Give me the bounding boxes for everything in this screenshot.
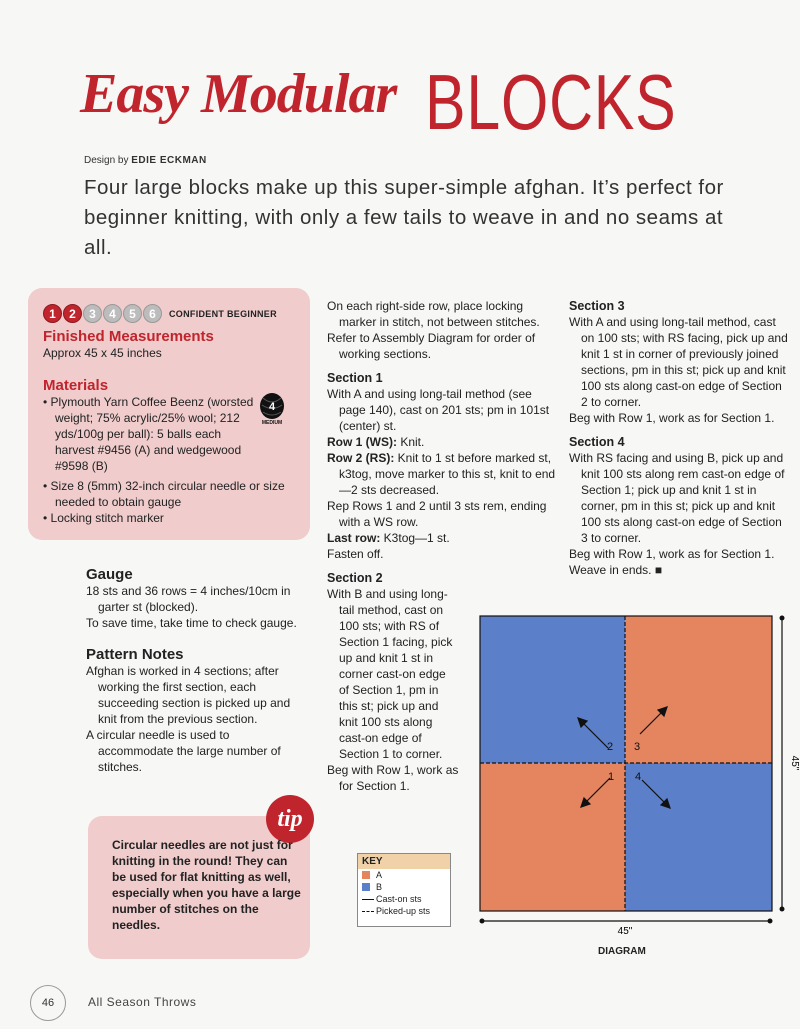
section-4-heading: Section 4 (569, 435, 625, 449)
pattern-notes-heading: Pattern Notes (86, 646, 184, 663)
title-caps: BLOCKS (425, 58, 677, 146)
skill-dot-6: 6 (143, 304, 162, 323)
skill-label: CONFIDENT BEGINNER (169, 308, 277, 319)
section-2-cast-on: With B and using long-tail method, cast on 100 sts; with RS of Section 1 facing, pick up and knit 1 st in corner cast-on edge of Section 1, pm in this st; pick up and knit 100 sts along cast-on edge of Section 1 to corner. (327, 587, 453, 761)
key-row-picked-up (358, 905, 450, 917)
materials-heading: Materials (43, 377, 109, 394)
skill-dot-5: 5 (123, 304, 142, 323)
section-1-repeat: Rep Rows 1 and 2 until 3 sts rem, ending with a WS row. (327, 499, 547, 529)
diagram-label: DIAGRAM (598, 946, 646, 957)
skill-dot-2: 2 (63, 304, 82, 323)
material-item-yarn: • Plymouth Yarn Coffee Beenz (worsted weight; 75% acrylic/25% wool; 212 yds/100g per ball): 5 balls each harvest #9456 (A) and wedgewood #9598 (B) (43, 395, 254, 473)
tip-text: Circular needles are not just for knitting in the round! They can be used for flat knitting as well, especially when you have a large number of stitches on the needles. (112, 838, 301, 932)
gauge-heading: Gauge (86, 566, 133, 583)
diagram-number-4: 4 (635, 771, 642, 783)
key-row-b (358, 881, 450, 893)
yarn-weight-number: 4 (268, 401, 276, 413)
material-item-needle: • Size 8 (5mm) 32-inch circular needle or size needed to obtain gauge (43, 479, 285, 509)
finished-heading: Finished Measurements (43, 328, 214, 345)
gauge-section (86, 566, 312, 631)
key-row-a (358, 869, 450, 881)
gauge-line-1: 18 sts and 36 rows = 4 inches/10cm in garter st (blocked). (86, 584, 291, 614)
material-item-marker: • Locking stitch marker (43, 511, 164, 525)
diagram-key (357, 853, 451, 927)
finished-measurements (43, 328, 298, 361)
section-1-fasten: Fasten off. (327, 547, 384, 561)
section-4-weave: Weave in ends. ■ (569, 563, 663, 577)
diagram-number-3: 3 (634, 741, 641, 753)
key-b-label: B (376, 882, 383, 892)
finished-text: Approx 45 x 45 inches (43, 346, 162, 360)
key-title: KEY (358, 854, 450, 869)
page-number: 46 (30, 985, 66, 1021)
book-title: All Season Throws (88, 995, 197, 1009)
section-1-cast-on: With A and using long-tail method (see page 140), cast on 201 sts; pm in 101st (center) st. (327, 387, 550, 433)
diagram-number-2: 2 (607, 741, 614, 753)
materials-section (43, 377, 258, 474)
block-3 (625, 616, 772, 763)
instructions-column-3 (569, 298, 791, 578)
key-a-label: A (376, 870, 383, 880)
section-3-work: Beg with Row 1, work as for Section 1. (569, 411, 775, 425)
assembly-diagram (470, 610, 800, 940)
row-2-text: Knit to 1 st before marked st, k3tog, move marker to this st, knit to end—2 sts decreased. (339, 451, 556, 497)
rs-row-note: On each right-side row, place locking marker in stitch, not between stitches. (327, 299, 540, 329)
title-italic: Easy Modular (80, 63, 397, 125)
section-1-heading: Section 1 (327, 371, 383, 385)
pattern-note-2: A circular needle is used to accommodate the large number of stitches. (86, 728, 281, 774)
yarn-weight-label: MEDIUM (261, 420, 283, 426)
section-1-row-2 (327, 450, 557, 498)
key-row-cast-on (358, 893, 450, 905)
key-swatch-b (362, 883, 370, 891)
solid-line-icon (362, 899, 374, 900)
byline (84, 155, 207, 166)
pattern-notes-section (86, 646, 308, 775)
diagram-number-1: 1 (608, 771, 615, 783)
section-2-work: Beg with Row 1, work as for Section 1. (327, 763, 459, 793)
key-picked-up-label: Picked-up sts (376, 906, 431, 916)
section-4-pick-up: With RS facing and using B, pick up and knit 100 sts along rem cast-on edge of Section 1; pick up and knit 1 st in corner, pm in this st; pick up and knit 100 sts along cast-on edge of Section 3 to corner. (569, 451, 785, 545)
last-row-label: Last row: (327, 531, 381, 545)
dashed-line-icon (362, 911, 374, 912)
row-1-label: Row 1 (WS): (327, 435, 397, 449)
materials-section-more (43, 478, 293, 526)
skill-level (43, 304, 277, 323)
section-2-heading: Section 2 (327, 571, 383, 585)
designer-name: EDIE ECKMAN (131, 155, 207, 166)
gauge-line-2: To save time, take time to check gauge. (86, 616, 297, 630)
skill-dot-1: 1 (43, 304, 62, 323)
section-1-row-1 (327, 434, 557, 450)
row-2-label: Row 2 (RS): (327, 451, 395, 465)
intro-paragraph: Four large blocks make up this super-simple afghan. It’s perfect for beginner knitting, with only a few tails to weave in and no seams at all. (84, 176, 724, 259)
last-row-text: K3tog—1 st. (380, 531, 450, 545)
assembly-note: Refer to Assembly Diagram for order of working sections. (327, 331, 536, 361)
width-label: 45" (617, 926, 633, 937)
row-1-text: Knit. (397, 435, 425, 449)
key-swatch-a (362, 871, 370, 879)
section-1-last-row (327, 530, 557, 546)
key-cast-on-label: Cast-on sts (376, 894, 422, 904)
skill-dot-4: 4 (103, 304, 122, 323)
pattern-note-1: Afghan is worked in 4 sections; after working the first section, each succeeding section is picked up and knit from the previous section. (86, 664, 291, 726)
tip-badge: tip (266, 795, 314, 843)
byline-prefix: Design by (84, 155, 129, 166)
yarn-weight-icon (257, 392, 287, 426)
skill-dot-3: 3 (83, 304, 102, 323)
height-label: 45" (789, 755, 800, 771)
block-2 (480, 616, 625, 763)
section-4-work: Beg with Row 1, work as for Section 1. (569, 547, 775, 561)
section-3-cast-on: With A and using long-tail method, cast on 100 sts; with RS facing, pick up and knit 1 st in corner of previously joined sections, pm in this st; pick up and knit 100 sts along cast-on edge of Section 2 to corner. (569, 315, 788, 409)
section-3-heading: Section 3 (569, 299, 625, 313)
